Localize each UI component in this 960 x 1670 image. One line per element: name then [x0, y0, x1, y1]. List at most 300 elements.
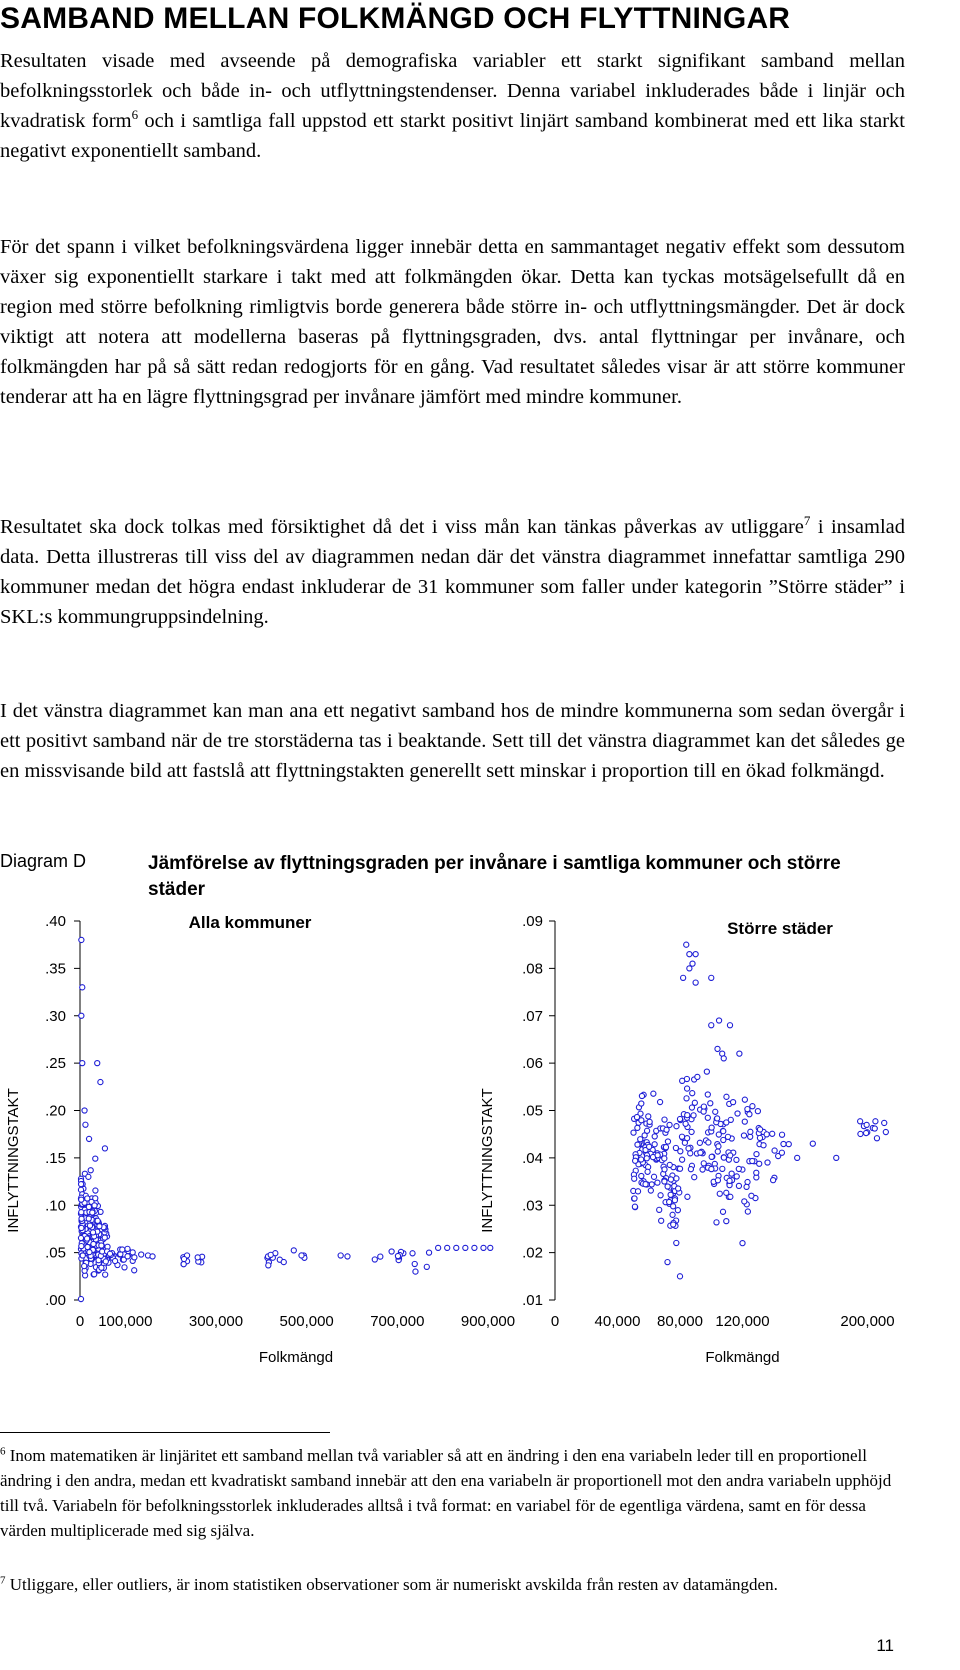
data-point-storre	[858, 1131, 863, 1136]
data-point-storre	[648, 1188, 653, 1193]
data-point-storre	[685, 1194, 690, 1199]
data-point-storre	[747, 1112, 752, 1117]
data-point-alla	[345, 1254, 350, 1259]
data-point-storre	[795, 1155, 800, 1160]
data-point-alla	[86, 1204, 91, 1209]
chart-title-alla: Alla kommuner	[188, 913, 312, 932]
data-point-alla	[463, 1245, 468, 1250]
data-point-storre	[662, 1179, 667, 1184]
data-point-storre	[651, 1091, 656, 1096]
x-tick-label-alla: 300,000	[188, 1313, 244, 1330]
y-tick-label-alla: .05	[45, 1244, 66, 1262]
data-point-storre	[662, 1117, 667, 1122]
data-point-storre	[689, 1105, 694, 1110]
data-point-storre	[671, 1222, 676, 1227]
data-point-storre	[728, 1194, 733, 1199]
data-point-storre	[687, 966, 692, 971]
y-tick-label-alla: .20	[45, 1102, 66, 1120]
x-tick-label-alla: 900,000	[460, 1313, 516, 1330]
data-point-storre	[689, 1129, 694, 1134]
paragraph-1-part-a: Resultaten visade med avseende på demografiska variabler ett starkt signifikant samband mellan befolkningsstorlek och både in- och utflyttningstendenser. Denna variabel inkluderades både i linjär och kvadratisk form	[0, 50, 905, 132]
data-point-storre	[692, 1175, 697, 1180]
data-point-storre	[735, 1111, 740, 1116]
data-point-storre	[834, 1155, 839, 1160]
data-point-storre	[873, 1119, 878, 1124]
data-point-storre	[693, 980, 698, 985]
data-point-alla	[413, 1269, 418, 1274]
data-point-alla	[299, 1253, 304, 1258]
data-point-alla	[79, 1197, 84, 1202]
data-point-storre	[716, 1132, 721, 1137]
y-tick-label-alla: .00	[45, 1292, 66, 1309]
data-point-alla	[125, 1254, 130, 1259]
data-point-storre	[639, 1173, 644, 1178]
data-point-alla	[268, 1252, 273, 1257]
data-point-alla	[87, 1250, 92, 1255]
diagram-label: Diagram D	[0, 851, 87, 871]
data-point-alla	[481, 1245, 486, 1250]
data-point-storre	[690, 1091, 695, 1096]
data-point-storre	[639, 1093, 644, 1098]
footnote-7-text: Utliggare, eller outliers, är inom statistiken observationer som är numeriskt avskilda från resten av datamängden.	[5, 1575, 778, 1594]
x-tick-label-alla: 500,000	[279, 1313, 334, 1330]
data-point-storre	[745, 1209, 750, 1214]
data-point-storre	[664, 1127, 669, 1132]
footnote-ref-7[interactable]: 7	[803, 513, 811, 529]
data-point-alla	[389, 1249, 394, 1254]
data-point-alla	[395, 1253, 400, 1258]
data-point-storre	[716, 1144, 721, 1149]
data-point-storre	[749, 1193, 754, 1198]
data-point-storre	[674, 1124, 679, 1129]
data-point-storre	[810, 1141, 815, 1146]
data-point-storre	[709, 1125, 714, 1130]
data-point-storre	[757, 1135, 762, 1140]
data-point-alla	[372, 1257, 377, 1262]
y-tick-label-storre: .03	[522, 1197, 543, 1215]
data-point-alla	[181, 1256, 186, 1261]
data-point-storre	[772, 1148, 777, 1153]
data-point-storre	[728, 1153, 733, 1158]
data-point-storre	[685, 1136, 690, 1141]
data-point-alla	[103, 1259, 108, 1264]
data-point-storre	[645, 1169, 650, 1174]
data-point-alla	[195, 1255, 200, 1260]
data-point-alla	[82, 1108, 87, 1113]
y-tick-label-storre: .02	[522, 1244, 543, 1262]
data-point-alla	[79, 1216, 84, 1221]
data-point-alla	[95, 1218, 100, 1223]
data-point-storre	[765, 1160, 770, 1165]
data-point-alla	[102, 1146, 107, 1151]
data-point-storre	[644, 1128, 649, 1133]
data-point-storre	[729, 1171, 734, 1176]
data-point-storre	[755, 1109, 760, 1114]
data-point-storre	[677, 1116, 682, 1121]
data-point-storre	[635, 1189, 640, 1194]
data-point-alla	[80, 1061, 85, 1066]
data-point-storre	[742, 1199, 747, 1204]
y-tick-label-alla: .10	[45, 1197, 66, 1215]
data-point-storre	[681, 975, 686, 980]
data-point-storre	[652, 1134, 657, 1139]
data-point-storre	[632, 1204, 637, 1209]
data-point-storre	[684, 1086, 689, 1091]
y-tick-label-storre: .09	[522, 913, 543, 930]
x-tick-label-alla: 0	[75, 1313, 85, 1330]
data-point-storre	[667, 1162, 672, 1167]
data-point-alla	[92, 1203, 97, 1208]
data-point-storre	[680, 1157, 685, 1162]
x-tick-label-alla: 700,000	[370, 1313, 425, 1330]
data-point-alla	[83, 1122, 88, 1127]
data-point-storre	[742, 1119, 747, 1124]
data-point-alla	[85, 1196, 90, 1201]
data-point-alla	[112, 1258, 117, 1263]
data-point-storre	[668, 1192, 673, 1197]
footnote-ref-6[interactable]: 6	[131, 107, 139, 123]
data-point-alla	[410, 1251, 415, 1256]
data-point-storre	[655, 1180, 660, 1185]
data-point-storre	[727, 1023, 732, 1028]
data-point-alla	[181, 1262, 186, 1267]
data-point-storre	[665, 1184, 670, 1189]
data-point-storre	[745, 1106, 750, 1111]
data-point-storre	[736, 1183, 741, 1188]
paragraph-3-part-a: Resultatet ska dock tolkas med försiktighet då det i viss mån kan tänkas påverkas av utliggare	[0, 516, 804, 538]
data-point-storre	[687, 952, 692, 957]
x-tick-label-alla: 100,000	[98, 1313, 153, 1330]
x-axis-label-alla: Folkmängd	[258, 1349, 334, 1366]
data-point-storre	[709, 975, 714, 980]
paragraph-3-part-b: i insamlad data. Detta illustreras till viss del av diagrammen nedan där det vänstra diagrammet innefattar samtliga 290 kommuner medan det högra endast inkluderar de 31 kommuner som faller under kategorin ”Större städer” i SKL:s kommungruppsindelning.	[0, 516, 905, 628]
data-point-alla	[98, 1079, 103, 1084]
data-point-alla	[78, 1182, 83, 1187]
data-point-storre	[708, 1101, 713, 1106]
data-point-storre	[674, 1176, 679, 1181]
data-point-alla	[93, 1156, 98, 1161]
y-tick-label-storre: .01	[522, 1292, 543, 1309]
data-point-alla	[86, 1174, 91, 1179]
footnote-6-number: 6	[0, 1445, 6, 1458]
data-point-storre	[676, 1186, 681, 1191]
x-axis-label-storre: Folkmängd	[705, 1349, 780, 1366]
data-point-storre	[651, 1174, 656, 1179]
data-point-storre	[677, 1166, 682, 1171]
data-point-alla	[338, 1253, 343, 1258]
data-point-storre	[659, 1218, 664, 1223]
data-point-storre	[698, 1150, 703, 1155]
data-point-storre	[672, 1198, 677, 1203]
data-point-alla	[412, 1261, 417, 1266]
data-point-alla	[87, 1223, 92, 1228]
data-point-storre	[770, 1131, 775, 1136]
data-point-alla	[99, 1265, 104, 1270]
data-point-storre	[678, 1149, 683, 1154]
data-point-storre	[725, 1134, 730, 1139]
data-point-storre	[638, 1137, 643, 1142]
data-point-alla	[86, 1136, 91, 1141]
data-point-storre	[744, 1184, 749, 1189]
data-point-storre	[882, 1120, 887, 1125]
data-point-storre	[667, 1122, 672, 1127]
data-point-alla	[90, 1230, 95, 1235]
data-point-alla	[102, 1235, 107, 1240]
data-point-storre	[697, 1140, 702, 1145]
footnote-6	[0, 1443, 900, 1543]
x-tick-label-storre: 40,000	[594, 1313, 641, 1330]
data-point-storre	[734, 1174, 739, 1179]
x-tick-label-storre: 0	[550, 1313, 560, 1330]
data-point-alla	[88, 1168, 93, 1173]
data-point-storre	[691, 1113, 696, 1118]
paragraph-1-part-b: och i samtliga fall uppstod ett starkt positivt linjärt samband kombinerat med ett lika starkt negativt exponentiellt samband.	[0, 110, 906, 162]
data-point-storre	[647, 1119, 652, 1124]
data-point-storre	[700, 1167, 705, 1172]
data-point-storre	[690, 961, 695, 966]
data-point-alla	[86, 1216, 91, 1221]
data-point-storre	[663, 1145, 668, 1150]
data-point-storre	[658, 1193, 663, 1198]
data-point-storre	[674, 1240, 679, 1245]
chart-title-storre: Större städer	[727, 919, 833, 938]
data-point-alla	[95, 1061, 100, 1066]
data-point-storre	[864, 1122, 869, 1127]
data-point-alla	[79, 937, 84, 942]
data-point-storre	[701, 1161, 706, 1166]
data-point-alla	[132, 1268, 137, 1273]
data-point-storre	[665, 1139, 670, 1144]
footnote-6-text: Inom matematiken är linjäritet ett samband mellan två variabler så att en ändring i den ena variabeln leder till en proportionell ändring i den andra, medan ett kvadratiskt samband innebär att den ena variabeln är proportionell mot den andra variabeln upphöjd till två. Variabeln för befolkningsstorlek inkluderades alltså i två format: en variabel för de egentliga värdena, samt en för dessa värden multiplicerade med sig själva.	[0, 1446, 892, 1540]
data-point-storre	[734, 1157, 739, 1162]
data-point-storre	[715, 1178, 720, 1183]
data-point-alla	[79, 1210, 84, 1215]
y-tick-label-alla: .15	[45, 1149, 66, 1167]
data-point-storre	[688, 1167, 693, 1172]
data-point-storre	[643, 1182, 648, 1187]
data-point-alla	[78, 1235, 83, 1240]
data-point-alla	[281, 1259, 286, 1264]
data-point-storre	[715, 1149, 720, 1154]
data-point-storre	[720, 1166, 725, 1171]
data-point-storre	[701, 1104, 706, 1109]
footnote-7-number: 7	[0, 1574, 6, 1587]
y-tick-label-storre: .04	[522, 1149, 543, 1167]
data-point-storre	[655, 1153, 660, 1158]
section-heading: SAMBAND MELLAN FOLKMÄNGD OCH FLYTTNINGAR	[0, 2, 791, 35]
y-axis-label-alla: INFLYTTNINGSTAKT	[5, 1088, 22, 1233]
data-point-alla	[85, 1244, 90, 1249]
data-point-storre	[644, 1156, 649, 1161]
data-point-alla	[79, 1243, 84, 1248]
y-tick-label-alla: .30	[45, 1007, 66, 1025]
data-point-alla	[80, 1253, 85, 1258]
data-point-alla	[436, 1245, 441, 1250]
data-point-storre	[717, 1191, 722, 1196]
data-point-storre	[675, 1208, 680, 1213]
data-point-storre	[693, 952, 698, 957]
data-point-storre	[724, 1120, 729, 1125]
data-point-alla	[472, 1245, 477, 1250]
data-point-storre	[716, 1018, 721, 1023]
y-tick-label-storre: .07	[522, 1007, 543, 1025]
data-point-storre	[639, 1101, 644, 1106]
data-point-storre	[631, 1130, 636, 1135]
data-point-alla	[424, 1264, 429, 1269]
y-tick-label-alla: .25	[45, 1055, 66, 1073]
data-point-storre	[750, 1158, 755, 1163]
data-point-alla	[78, 1296, 83, 1301]
data-point-storre	[715, 1046, 720, 1051]
data-point-alla	[150, 1254, 155, 1259]
data-point-storre	[720, 1209, 725, 1214]
data-point-storre	[872, 1126, 877, 1131]
data-point-alla	[139, 1252, 144, 1257]
data-point-storre	[781, 1141, 786, 1146]
data-point-storre	[634, 1114, 639, 1119]
data-point-storre	[736, 1166, 741, 1171]
data-point-storre	[652, 1142, 657, 1147]
data-point-alla	[79, 1013, 84, 1018]
data-point-storre	[680, 1078, 685, 1083]
data-point-storre	[761, 1143, 766, 1148]
data-point-storre	[858, 1119, 863, 1124]
data-point-storre	[639, 1157, 644, 1162]
data-point-storre	[771, 1178, 776, 1183]
data-point-storre	[754, 1170, 759, 1175]
data-point-storre	[742, 1097, 747, 1102]
data-point-storre	[704, 1069, 709, 1074]
page-number: 11	[876, 1636, 894, 1655]
data-point-alla	[103, 1272, 108, 1277]
y-tick-label-alla: .35	[45, 960, 66, 978]
data-point-storre	[757, 1127, 762, 1132]
data-point-storre	[685, 1113, 690, 1118]
paragraph-2: För det spann i vilket befolkningsvärdena ligger innebär detta en sammantaget negativ effekt som dessutom växer sig exponentiellt starkare i takt med att folkmängden ökar. Detta kan tyckas motsägelsefullt då en region med större befolkning rimligtvis borde generera både större in- och utflyttningsmängder. Det är dock viktigt att notera att modellerna baseras på flyttningsgraden, dvs. antal flyttningar per invånare, och folkmängden har på så sätt redan redogjorts för en gång. Vad resultatet således visar är att större kommuner tenderar att ha en lägre flyttningsgrad per invånare jämfört med mindre kommuner.	[0, 236, 905, 408]
data-point-alla	[99, 1243, 104, 1248]
data-point-storre	[671, 1204, 676, 1209]
data-point-storre	[740, 1241, 745, 1246]
data-point-storre	[662, 1167, 667, 1172]
data-point-alla	[90, 1210, 95, 1215]
data-point-storre	[646, 1114, 651, 1119]
data-point-storre	[635, 1142, 640, 1147]
data-point-storre	[786, 1142, 791, 1147]
data-point-alla	[454, 1245, 459, 1250]
data-point-alla	[488, 1245, 493, 1250]
data-point-storre	[721, 1056, 726, 1061]
data-point-storre	[779, 1150, 784, 1155]
data-point-storre	[764, 1132, 769, 1137]
data-point-alla	[92, 1272, 97, 1277]
data-point-storre	[684, 1096, 689, 1101]
y-tick-label-storre: .08	[522, 960, 543, 978]
data-point-storre	[724, 1219, 729, 1224]
data-point-storre	[677, 1274, 682, 1279]
x-tick-label-storre: 120,000	[715, 1313, 770, 1330]
data-point-storre	[709, 1167, 714, 1172]
data-point-storre	[713, 1109, 718, 1114]
data-point-storre	[757, 1161, 762, 1166]
y-axis-label-storre: INFLYTTNINGSTAKT	[479, 1088, 496, 1233]
data-point-storre	[705, 1092, 710, 1097]
data-point-storre	[679, 1134, 684, 1139]
data-point-alla	[79, 1225, 84, 1230]
data-point-storre	[668, 1177, 673, 1182]
data-point-storre	[633, 1158, 638, 1163]
data-point-alla	[378, 1254, 383, 1259]
data-point-alla	[445, 1245, 450, 1250]
data-point-storre	[727, 1178, 732, 1183]
data-point-alla	[291, 1248, 296, 1253]
data-point-storre	[683, 1121, 688, 1126]
x-tick-label-storre: 200,000	[840, 1313, 895, 1330]
y-tick-label-storre: .06	[522, 1055, 543, 1073]
data-point-storre	[754, 1152, 759, 1157]
data-point-storre	[670, 1212, 675, 1217]
x-tick-label-storre: 80,000	[657, 1313, 703, 1330]
data-point-storre	[714, 1220, 719, 1225]
data-point-storre	[657, 1099, 662, 1104]
data-point-alla	[266, 1263, 271, 1268]
data-point-storre	[657, 1207, 662, 1212]
data-point-storre	[635, 1125, 640, 1130]
data-point-alla	[80, 985, 85, 990]
data-point-storre	[709, 1154, 714, 1159]
data-point-storre	[665, 1260, 670, 1265]
data-point-storre	[779, 1132, 784, 1137]
data-point-alla	[132, 1255, 137, 1260]
data-point-storre	[874, 1136, 879, 1141]
data-point-storre	[688, 1151, 693, 1156]
data-point-storre	[705, 1115, 710, 1120]
data-point-storre	[667, 1199, 672, 1204]
data-point-alla	[93, 1188, 98, 1193]
data-point-storre	[632, 1196, 637, 1201]
data-point-alla	[82, 1263, 87, 1268]
footnote-divider	[0, 1432, 330, 1433]
y-tick-label-alla: .40	[45, 913, 66, 930]
diagram-title: Jämförelse av flyttningsgraden per invånare i samtliga kommuner och större städer	[148, 853, 841, 900]
data-point-storre	[724, 1094, 729, 1099]
data-point-alla	[125, 1246, 130, 1251]
data-point-storre	[748, 1129, 753, 1134]
data-point-storre	[647, 1144, 652, 1149]
data-point-alla	[426, 1250, 431, 1255]
data-point-storre	[695, 1074, 700, 1079]
data-point-alla	[91, 1241, 96, 1246]
data-point-storre	[864, 1130, 869, 1135]
footnote-7	[0, 1572, 900, 1597]
data-point-alla	[120, 1247, 125, 1252]
data-point-storre	[883, 1129, 888, 1134]
data-point-storre	[709, 1023, 714, 1028]
data-point-alla	[97, 1224, 102, 1229]
data-point-storre	[684, 942, 689, 947]
data-point-storre	[737, 1051, 742, 1056]
data-point-storre	[701, 1109, 706, 1114]
data-point-alla	[122, 1265, 127, 1270]
data-point-storre	[715, 1116, 720, 1121]
data-point-alla	[107, 1251, 112, 1256]
data-point-storre	[741, 1133, 746, 1138]
data-point-storre	[632, 1176, 637, 1181]
data-point-storre	[730, 1100, 735, 1105]
data-point-alla	[84, 1236, 89, 1241]
paragraph-4: I det vänstra diagrammet kan man ana ett negativt samband hos de mindre kommunerna som sedan övergår i ett positivt samband när de tre storstäderna tas i beaktande. Sett till det vänstra diagrammet kan det således ge en missvisande bild att fastslå att flyttningstakten generellt sett minskar i proportion till en ökad folkmängd.	[0, 700, 905, 782]
data-point-storre	[706, 1140, 711, 1145]
data-point-storre	[750, 1104, 755, 1109]
